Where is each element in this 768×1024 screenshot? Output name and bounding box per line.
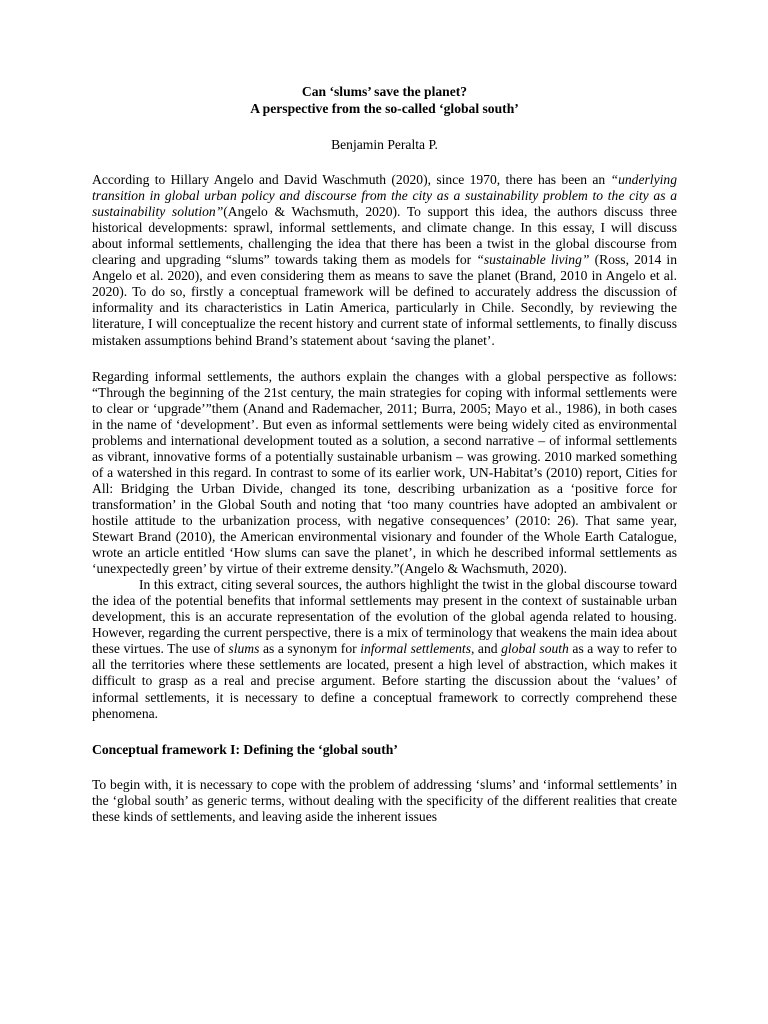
paragraph-1-text-e: (Ross, 2014 in Angelo et al. 2020), and even considering them as means to save the planet (Brand, 2010 in Angelo et al. 2020). To do so, firstly a conceptual framework will be defined to accurately address the discussion of informality and its characteristics in Latin America, particularly in Chile. Secondly, by reviewing the literature, I will conceptualize the recent history and current state of informal settlements, to finally discuss mistaken assumptions behind Brand’s statement about ‘saving the planet’. [92,252,678,348]
paragraph-1 [92,172,677,349]
paragraph-3-text-e: , and [470,641,502,657]
author-name: Benjamin Peralta P. [331,137,438,152]
section-heading: Conceptual framework I: Defining the ‘global south’ [92,741,398,757]
paragraph-1-text-c: (Angelo & Wachsmuth, 2020). To support this idea, the authors discuss three historical developments: sprawl, informal settlements, and climate change. In this essay, I will discuss about informal settlements, challenging the idea that there has been a twist in the global discourse from clearing and upgrading “slums” towards taking them as models for [92,204,677,268]
document-page [92,83,677,825]
paragraph-3 [92,577,677,721]
paragraph-1-text-a: According to Hillary Angelo and David Waschmuth (2020), since 1970, there has been an [92,172,611,188]
paragraph-3-global-south: global south [501,641,569,657]
title-line-2: A perspective from the so-called ‘global south’ [250,101,519,116]
paragraph-3-text-g: as a way to refer to all the territories where these settlements are located, present a high level of abstraction, which makes it difficult to grasp as a real and precise argument. Before starting the discussion about the ‘values’ of informal settlements, it is necessary to define a conceptual framework to correctly comprehend these phenomena. [92,641,677,721]
paragraph-1-sustainable-living: “sustainable living” [476,252,590,268]
paragraph-2: Regarding informal settlements, the authors explain the changes with a global perspective as follows: “Through the beginning of the 21st century, the main strategies for coping with informal settlements were to clear or ‘upgrade’”them (Anand and Rademacher, 2011; Burra, 2005; Mayo et al., 1986), in both cases in the name of ‘development’. But even as informal settlements were being widely cited as environmental problems and international development touted as a solution, a second narrative – of informal settlements as vibrant, innovative forms of a potentially sustainable urbanism – was growing. 2010 marked something of a watershed in this regard. In contrast to some of its earlier work, UN-Habitat’s (2010) report, Cities for All: Bridging the Urban Divide, changed its tone, describing urbanization as a ‘positive force for transformation’ in the Global South and noting that ‘too many countries have adopted an ambivalent or hostile attitude to the urbanization process, with negative consequences’ (2010: 26). That same year, Stewart Brand (2010), the American environmental visionary and founder of the Whole Earth Catalogue, wrote an article entitled ‘How slums can save the planet’, in which he described informal settlements as ‘unexpectedly green’ by virtue of their extreme density.”(Angelo & Wachsmuth, 2020). [92,368,677,577]
title-line-1: Can ‘slums’ save the planet? [301,84,468,99]
paragraph-3-slums: slums [228,641,260,657]
paragraph-4: To begin with, it is necessary to cope with the problem of addressing ‘slums’ and ‘informal settlements’ in the ‘global south’ as generic terms, without dealing with the specificity of the different realities that create these kinds of settlements, and leaving aside the inherent issues [92,776,677,824]
paragraph-3-informal-settlements: informal settlements [360,641,471,657]
paragraph-1-quote: “underlying transition in global urban policy and discourse from the city as a sustainability problem to the city as a sustainability solution” [92,172,677,220]
paragraph-3-text-c: as a synonym for [259,641,361,657]
paragraph-3-text-a: In this extract, citing several sources, the authors highlight the twist in the global discourse toward the idea of the potential benefits that informal settlements may present in the context of sustainable urban development, this is an accurate representation of the evolution of the global agenda related to housing. However, regarding the current perspective, there is a mix of terminology that weakens the main idea about these virtues. The use of [92,577,677,657]
